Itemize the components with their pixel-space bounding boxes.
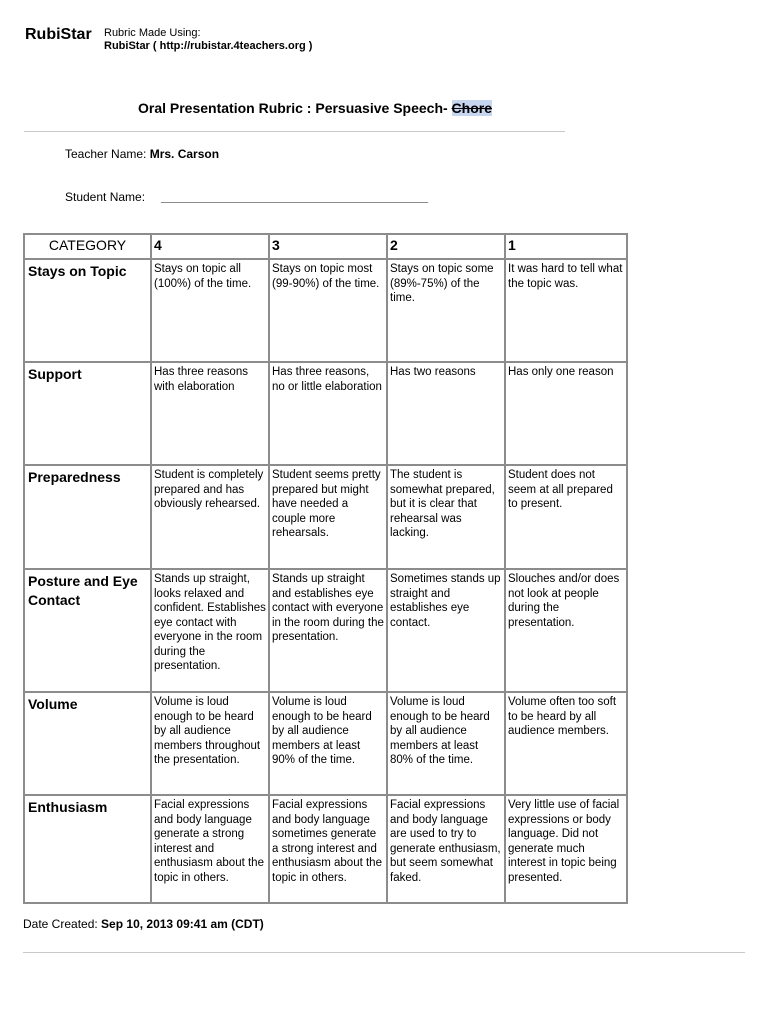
footer-divider — [23, 952, 745, 953]
criteria-cell: Facial expressions and body language are used to try to generate enthusiasm, but seem somewhat faked. — [387, 795, 505, 903]
rubric-row — [24, 569, 627, 692]
criteria-cell: Stays on topic all (100%) of the time. — [151, 259, 269, 362]
criteria-cell: The student is somewhat prepared, but it is clear that rehearsal was lacking. — [387, 465, 505, 569]
criteria-cell: Has three reasons with elaboration — [151, 362, 269, 465]
teacher-name-value: Mrs. Carson — [149, 147, 220, 161]
criteria-cell: Very little use of facial expressions or body language. Did not generate much interest in topic being presented. — [505, 795, 627, 903]
date-created-label: Date Created: — [23, 917, 102, 931]
date-created-value: Sep 10, 2013 09:41 am (CDT) — [101, 917, 264, 931]
title-highlight: Chore — [451, 100, 492, 116]
criteria-cell: Volume is loud enough to be heard by all audience members at least 90% of the time. — [269, 692, 387, 795]
category-cell: Stays on Topic — [24, 259, 151, 362]
rubric-table — [23, 233, 628, 904]
category-cell: Preparedness — [24, 465, 151, 569]
rubric-header-row — [24, 234, 627, 259]
criteria-cell: Student is completely prepared and has obviously rehearsed. — [151, 465, 269, 569]
rubric-row — [24, 465, 627, 569]
page-title — [0, 100, 630, 116]
header-category: CATEGORY — [24, 234, 151, 259]
criteria-cell: Has only one reason — [505, 362, 627, 465]
category-cell: Enthusiasm — [24, 795, 151, 903]
criteria-cell: Stays on topic most (99-90%) of the time. — [269, 259, 387, 362]
rubric-row — [24, 692, 627, 795]
criteria-cell: Stands up straight, looks relaxed and confident. Establishes eye contact with everyone in the room during the presentation. — [151, 569, 269, 692]
made-using-label: Rubric Made Using: — [104, 27, 201, 39]
criteria-cell: Volume is loud enough to be heard by all audience members at least 80% of the time. — [387, 692, 505, 795]
header-score-2: 2 — [387, 234, 505, 259]
criteria-cell: Facial expressions and body language sometimes generate a strong interest and enthusiasm about the topic in others. — [269, 795, 387, 903]
header-score-4: 4 — [151, 234, 269, 259]
criteria-cell: Volume often too soft to be heard by all audience members. — [505, 692, 627, 795]
rubric-row — [24, 259, 627, 362]
criteria-cell: Stays on topic some (89%-75%) of the time. — [387, 259, 505, 362]
student-name-blank: ________________________________________ — [161, 190, 428, 204]
title-divider — [24, 131, 565, 132]
criteria-cell: Student does not seem at all prepared to present. — [505, 465, 627, 569]
rubistar-logo: RubiStar — [25, 26, 92, 43]
criteria-cell: Volume is loud enough to be heard by all audience members throughout the presentation. — [151, 692, 269, 795]
category-cell: Support — [24, 362, 151, 465]
criteria-cell: Slouches and/or does not look at people during the presentation. — [505, 569, 627, 692]
category-cell: Volume — [24, 692, 151, 795]
criteria-cell: Student seems pretty prepared but might have needed a couple more rehearsals. — [269, 465, 387, 569]
criteria-cell: Stands up straight and establishes eye contact with everyone in the room during the presentation. — [269, 569, 387, 692]
criteria-cell: Facial expressions and body language generate a strong interest and enthusiasm about the topic in others. — [151, 795, 269, 903]
teacher-name-label: Teacher Name: — [65, 147, 150, 161]
header-score-3: 3 — [269, 234, 387, 259]
header-score-1: 1 — [505, 234, 627, 259]
rubistar-url[interactable]: RubiStar ( http://rubistar.4teachers.org ) — [104, 40, 313, 52]
rubric-row — [24, 362, 627, 465]
student-name-row — [65, 190, 428, 204]
student-name-label: Student Name: — [65, 190, 146, 204]
teacher-name-row — [65, 147, 219, 161]
rubric-row — [24, 795, 627, 903]
criteria-cell: Sometimes stands up straight and establishes eye contact. — [387, 569, 505, 692]
made-using-note — [104, 27, 312, 53]
category-cell: Posture and Eye Contact — [24, 569, 151, 692]
date-created — [23, 917, 264, 931]
criteria-cell: It was hard to tell what the topic was. — [505, 259, 627, 362]
criteria-cell: Has three reasons, no or little elaboration — [269, 362, 387, 465]
criteria-cell: Has two reasons — [387, 362, 505, 465]
title-text: Oral Presentation Rubric : Persuasive Speech- — [137, 100, 452, 116]
